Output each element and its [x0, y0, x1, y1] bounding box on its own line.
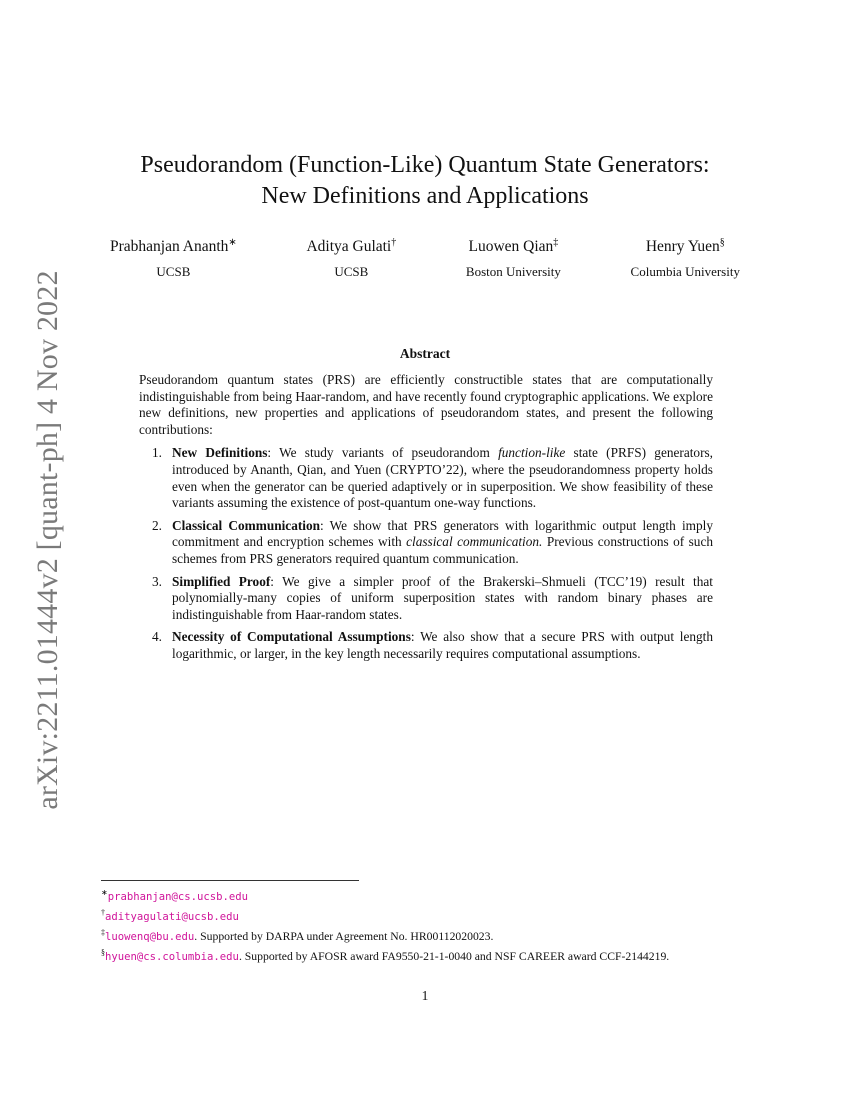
- footnote-gulati: [101, 905, 749, 925]
- abstract-heading: Abstract: [399, 346, 451, 361]
- author-name: Luowen Qian: [468, 238, 554, 256]
- contribution-number: 1.: [152, 445, 162, 461]
- footnote-text: . Supported by DARPA under Agreement No. HR00112020023.: [194, 929, 494, 943]
- author-mark: §: [719, 237, 725, 248]
- footnotes: [101, 885, 749, 965]
- contribution-item: [152, 573, 713, 624]
- contribution-number: 3.: [152, 573, 162, 589]
- author-affiliation: UCSB: [334, 264, 369, 280]
- author-gulati: [306, 233, 396, 280]
- email-link[interactable]: prabhanjan@cs.ucsb.edu: [107, 890, 249, 903]
- author-name: Prabhanjan Ananth: [110, 238, 229, 256]
- author-mark: †: [391, 237, 397, 248]
- contribution-text: : We give a simpler proof of the Brakerski–Shmueli (TCC’19) result that polynomially-many copies of uniform superposition states with random binary phases are indistinguishable from Haar-random states.: [172, 573, 713, 622]
- footnote-mark: ∗: [101, 888, 108, 897]
- contribution-emphasis: function-like: [498, 445, 566, 461]
- email-link[interactable]: luowenq@bu.edu: [105, 930, 195, 943]
- contribution-item: [152, 445, 713, 511]
- contribution-item: [152, 629, 713, 662]
- paper-title: [60, 150, 790, 212]
- author-yuen: [631, 233, 740, 280]
- author-name: Aditya Gulati: [306, 238, 392, 256]
- contribution-text-cont: state (PRFS) generators, introduced by Ananth, Qian, and Yuen (CRYPTO’22), where the pseudorandomness property holds even when the generator can be queried adaptively or in superposition. We show feasibility of these variants assuming the existence of post-quantum one-way functions.: [172, 445, 713, 511]
- author-ananth: [110, 233, 237, 280]
- contribution-title: New Definitions: [172, 445, 268, 461]
- footnote-text: . Supported by AFOSR award FA9550-21-1-0040 and NSF CAREER award CCF-2144219.: [238, 949, 670, 963]
- abstract-intro: Pseudorandom quantum states (PRS) are efficiently constructible states that are computationally indistinguishable from being Haar-random, and have recently found cryptographic applications. We explore new definitions, new properties and applications of pseudorandom states, and present the following contributions:: [139, 372, 713, 437]
- contribution-title: Simplified Proof: [172, 573, 271, 589]
- abstract-body: [139, 372, 713, 669]
- author-mark: ∗: [228, 237, 237, 248]
- contribution-text: : We show that PRS generators with logarithmic output length imply commitment and encryption schemes with: [172, 517, 713, 550]
- footnote-qian: [101, 925, 749, 945]
- footnote-mark: ‡: [101, 927, 105, 937]
- contribution-text-cont: Previous constructions of such schemes from PRS generators required quantum communication.: [172, 534, 713, 566]
- footnote-mark: §: [101, 947, 105, 957]
- contribution-text: : We study variants of pseudorandom: [267, 445, 499, 461]
- contribution-title: Necessity of Computational Assumptions: [172, 629, 411, 645]
- footnote-ananth: [101, 885, 749, 905]
- contribution-number: 2.: [152, 517, 162, 533]
- email-link[interactable]: hyuen@cs.columbia.edu: [105, 950, 239, 963]
- author-mark: ‡: [553, 237, 559, 248]
- contribution-number: 4.: [152, 629, 162, 645]
- author-affiliation: UCSB: [156, 264, 191, 280]
- author-block: [110, 233, 740, 280]
- title-line-2: New Definitions and Applications: [261, 183, 589, 209]
- author-qian: [466, 233, 561, 280]
- footnote-rule: [101, 880, 359, 881]
- contribution-text: : We also show that a secure PRS with output length logarithmic, or larger, in the key length necessarily requires computational assumptions.: [172, 629, 713, 661]
- footnote-mark: †: [101, 907, 105, 917]
- contribution-item: [152, 517, 713, 568]
- contribution-title: Classical Communication: [172, 517, 321, 533]
- author-affiliation: Boston University: [465, 264, 561, 280]
- contribution-list: [139, 445, 713, 662]
- author-affiliation: Columbia University: [630, 264, 740, 280]
- arxiv-side-stamp: arXiv:2211.01444v2 [quant-ph] 4 Nov 2022: [31, 270, 64, 810]
- email-link[interactable]: adityagulati@ucsb.edu: [105, 910, 239, 923]
- title-line-1: Pseudorandom (Function-Like) Quantum State Generators:: [140, 152, 710, 178]
- author-name: Henry Yuen: [645, 238, 720, 256]
- contribution-emphasis: classical communication.: [406, 534, 543, 550]
- page-number: 1: [421, 988, 429, 1003]
- footnote-yuen: [101, 945, 749, 965]
